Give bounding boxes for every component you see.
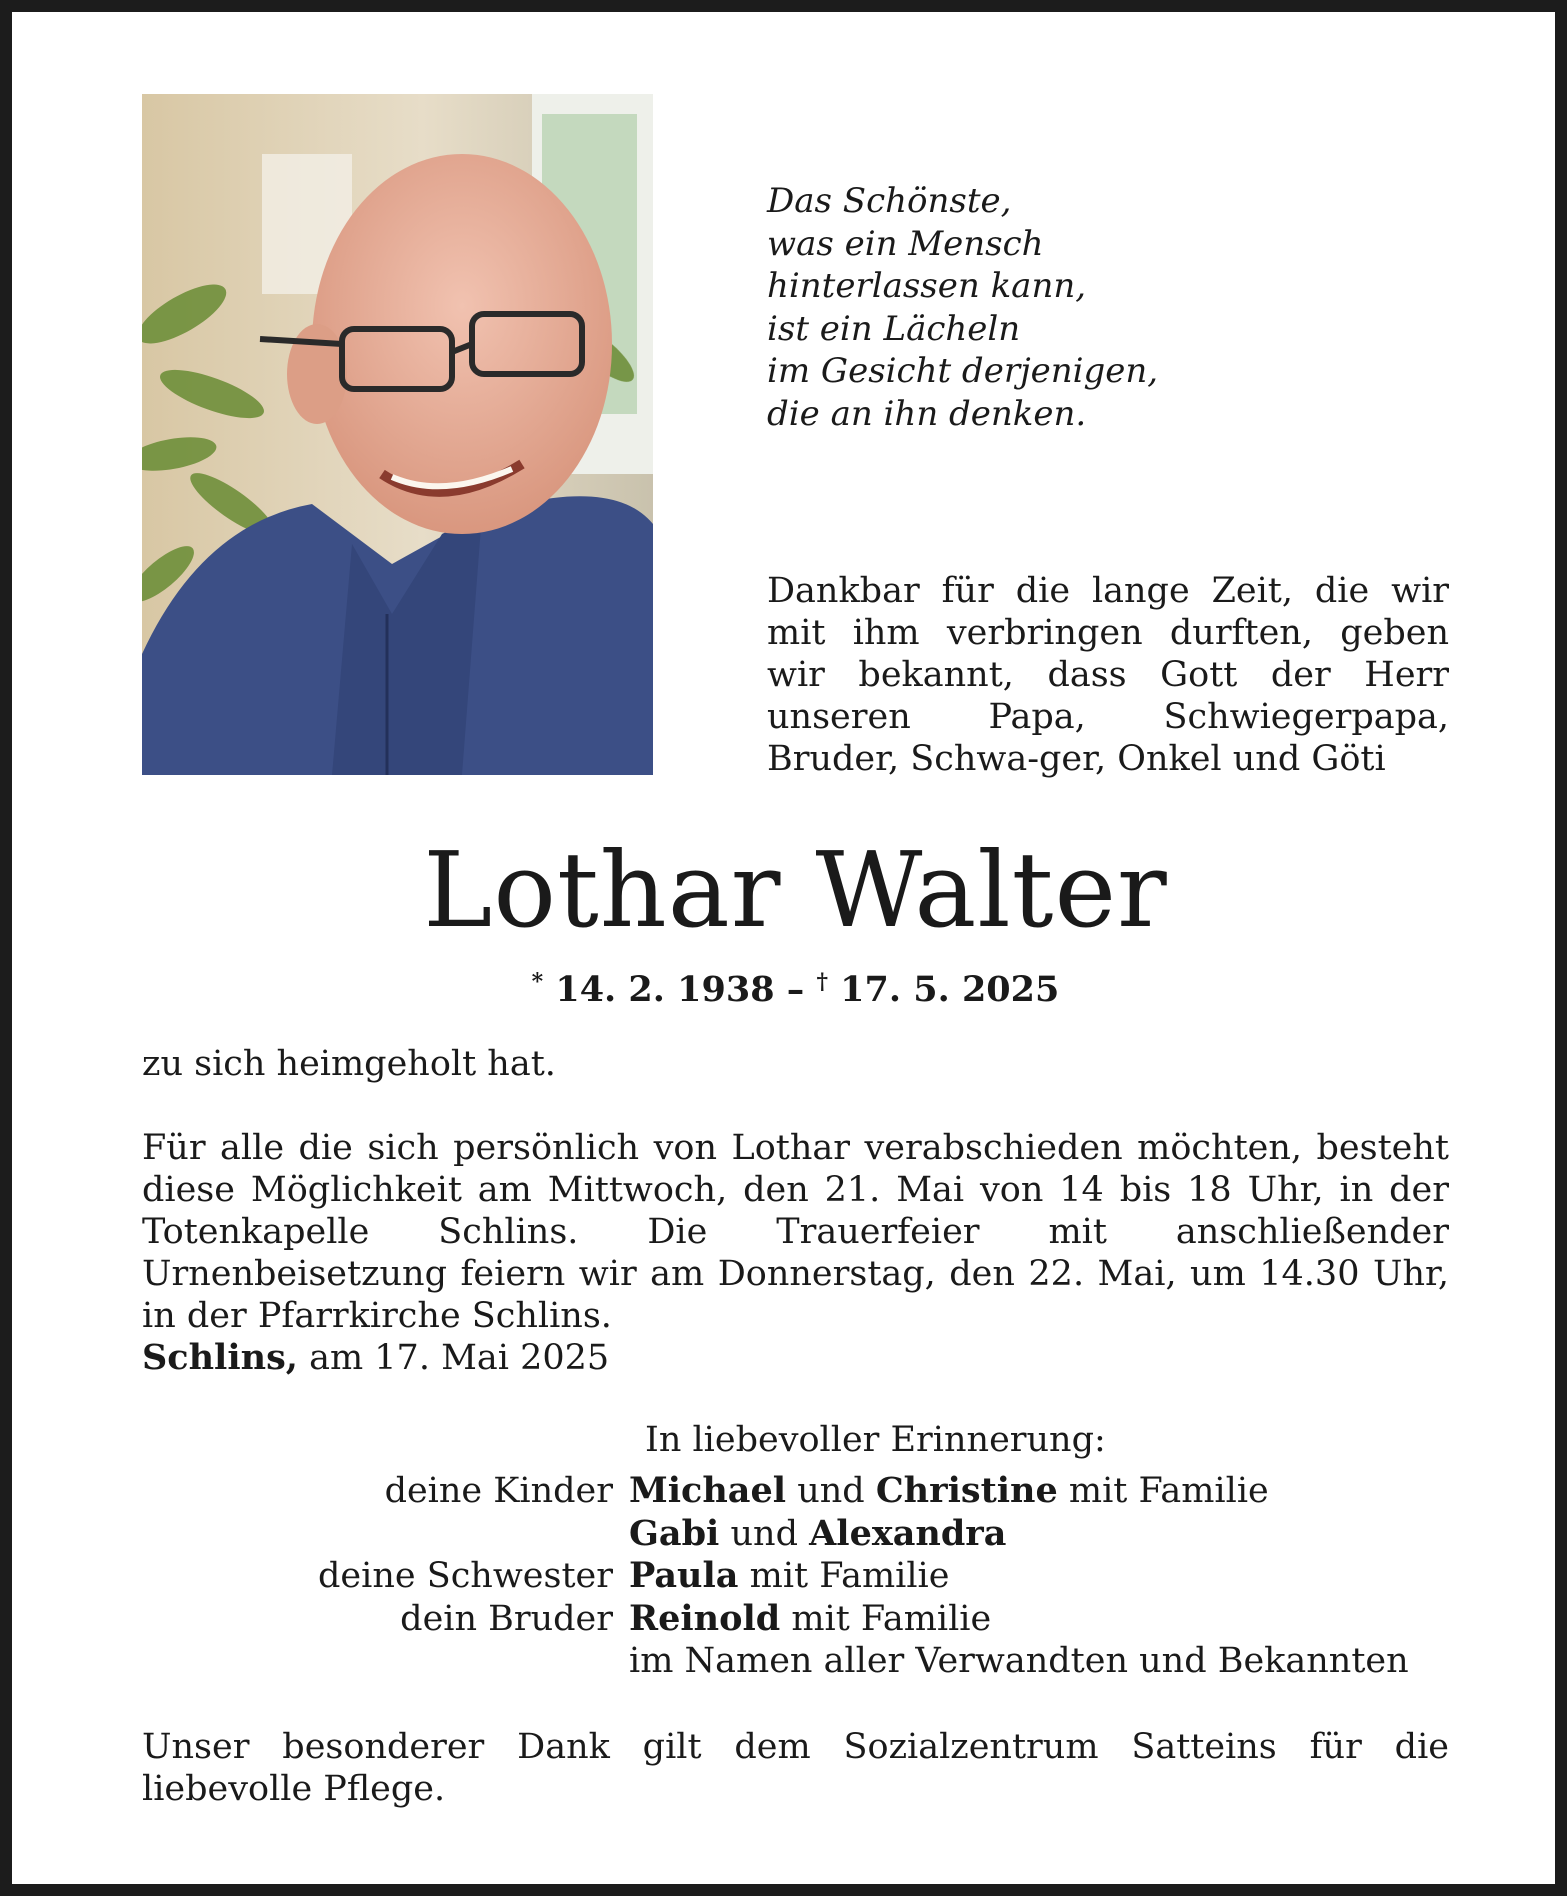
poem-line: Das Schönste, <box>767 181 1012 221</box>
relation-label: deine Schwester <box>318 1556 613 1596</box>
child-partner-name: Alexandra <box>809 1512 1007 1554</box>
signatures <box>142 1470 1449 1683</box>
poem-line: hinterlassen kann, <box>767 266 1087 306</box>
death-date: 17. 5. 2025 <box>840 969 1060 1010</box>
brother-name: Reinold <box>629 1597 781 1639</box>
relation-label-empty <box>142 1640 629 1683</box>
death-symbol: † <box>816 969 828 995</box>
life-dates <box>12 960 1567 1012</box>
announcement-closing: zu sich heimgeholt hat. <box>142 1044 556 1084</box>
conjunction: und <box>730 1513 798 1554</box>
poem-line: ist ein Lächeln <box>767 308 1021 349</box>
child-partner-name: Christine <box>875 1470 1058 1511</box>
birth-date: 14. 2. 1938 <box>555 969 775 1010</box>
portrait-photo <box>142 94 653 775</box>
portrait-illustration <box>142 94 653 775</box>
signature-row <box>142 1640 1449 1683</box>
birth-symbol: * <box>531 969 544 995</box>
relation-label: deine Kinder <box>384 1471 613 1511</box>
announcement-intro: Dankbar für die lange Zeit, die wir mit ihm verbringen durften, geben wir bekannt, dass Gott der Herr unseren Papa, Schwiegerpapa, Bruder, Schwa-ger, Onkel und Göti <box>767 571 1449 779</box>
family-suffix: mit Familie <box>1068 1471 1269 1511</box>
signature-row <box>142 1470 1449 1513</box>
closing-line: im Namen aller Verwandten und Bekannten <box>629 1641 1409 1681</box>
signature-row <box>142 1513 1449 1556</box>
relation-names <box>629 1598 991 1641</box>
poem-verse <box>767 180 1158 435</box>
memory-heading: In liebevoller Erinnerung: <box>645 1420 1106 1460</box>
place-date: am 17. Mai 2025 <box>309 1338 610 1378</box>
sister-name: Paula <box>629 1555 739 1596</box>
relation-label-empty <box>142 1513 629 1556</box>
date-separator: – <box>786 969 805 1010</box>
poem-line: im Gesicht derjenigen, <box>767 351 1159 391</box>
deceased-name: Lothar Walter <box>423 829 1168 951</box>
conjunction: und <box>797 1471 865 1511</box>
poem-line: was ein Mensch <box>767 223 1044 264</box>
place-and-date <box>142 1336 609 1380</box>
family-suffix: mit Familie <box>791 1598 992 1639</box>
signature-row <box>142 1555 1449 1598</box>
child-name: Gabi <box>629 1512 720 1554</box>
relation-label: dein Bruder <box>400 1598 613 1639</box>
poem-line: die an ihn denken. <box>767 393 1087 434</box>
place-town: Schlins, <box>142 1337 298 1378</box>
relation-names <box>629 1555 949 1598</box>
family-suffix: mit Familie <box>749 1556 950 1596</box>
child-name: Michael <box>629 1470 787 1511</box>
relation-names <box>629 1470 1269 1513</box>
thanks-paragraph: Unser besonderer Dank gilt dem Sozialzentrum Satteins für die liebevolle Pflege. <box>142 1727 1449 1809</box>
relation-names <box>629 1513 1006 1556</box>
signature-row <box>142 1598 1449 1641</box>
farewell-paragraph: Für alle die sich persönlich von Lothar verabschieden möchten, besteht diese Möglichkeit am Mittwoch, den 21. Mai von 14 bis 18 Uhr, in der Totenkapelle Schlins. Die Trauerfeier mit anschließender Urnenbeisetzung feiern wir am Donnerstag, den 22. Mai, um 14.30 Uhr, in der Pfarrkirche Schlins. <box>142 1128 1449 1336</box>
